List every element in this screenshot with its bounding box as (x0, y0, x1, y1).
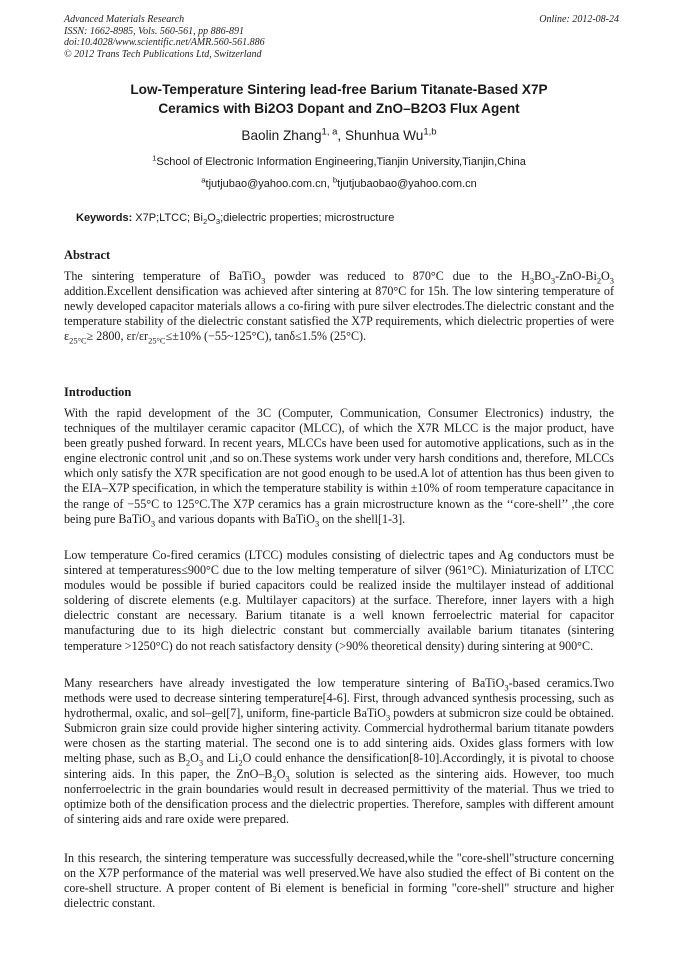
paper-title (64, 80, 614, 118)
author-2-name: Shunhua Wu (344, 128, 424, 143)
author-emails (64, 177, 614, 192)
abstract-seg: ≤±10% (−55~125°C), tanδ≤1.5% (25°C). (165, 329, 367, 344)
intro-seg: O (190, 751, 199, 766)
author-separator: , (337, 128, 345, 143)
abstract-seg: BO (534, 269, 551, 283)
intro-seg: O (276, 766, 286, 781)
intro-seg: solution is selected as the sintering aids. However, too much nonferroelectric in the grain boundaries would result in decreased permittivity of the material. Thus we tried to optimize both of the densification process and the dielectric properties. Therefore, samples with different amount of sintering aids and rare oxide were prepared. (64, 766, 614, 826)
journal-issn: ISSN: 1662-8985, Vols. 560-561, pp 886-891 (64, 25, 244, 37)
keywords-sub-2: 3 (215, 217, 221, 227)
intro-sub: 3 (285, 772, 290, 783)
abstract-sub: 3 (529, 275, 535, 286)
affiliation-text: School of Electronic Information Engineering,Tianjin University,Tianjin,China (156, 156, 526, 168)
intro-seg: on the shell[1-3]. (319, 511, 406, 526)
abstract-seg: addition.Excellent densification was achieved after sintering at 870°C for 15h. The low sintering temperature of newly developed capacitor materials allows a co-firing with pure silver electrodes.The dielectric constant and the temperature stability of the dielectric constant satisfied the X7P requirements, which dielectric properties of were ε (64, 284, 614, 344)
intro-sub: 2 (185, 757, 191, 768)
intro-seg: -based ceramics.Two methods were used to decrease sintering temperature[4-6]. First, through advanced synthesis processing, such as hydrothermal, oxalic, and sol–gel[7], uniform, fine-particle BaTiO (64, 676, 614, 721)
author-1-affil-mark: 1, a (321, 126, 338, 138)
intro-sub: 3 (504, 682, 509, 693)
email-separator: , (326, 178, 333, 190)
abstract-sub: 25°C (148, 335, 166, 346)
online-date: Online: 2012-08-24 (539, 14, 619, 25)
journal-name: Advanced Materials Research (64, 14, 185, 25)
intro-sub: 2 (272, 772, 277, 783)
keywords-text-1: X7P;LTCC; Bi (132, 212, 203, 224)
author-2-affil-mark: 1,b (423, 126, 437, 138)
intro-seg: and various dopants with BaTiO (155, 511, 315, 526)
abstract-seg: -ZnO-Bi (555, 269, 597, 283)
abstract-sub: 3 (609, 275, 615, 286)
intro-sub: 2 (238, 757, 243, 768)
abstract-text (64, 269, 614, 344)
intro-sub: 3 (314, 518, 320, 529)
abstract-heading: Abstract (64, 248, 111, 262)
keywords-sub-1: 2 (202, 217, 208, 227)
abstract-seg: ≥ 2800, εr/εr (86, 329, 149, 344)
intro-seg: and Li (203, 751, 239, 766)
email-a[interactable]: tjutjubao@yahoo.com.cn (205, 178, 327, 190)
abstract-sub: 2 (596, 275, 602, 286)
affiliation (64, 155, 614, 170)
intro-seg: O could enhance the densification[8-10].Accordingly, it is pivotal to choose sintering aids. In this paper, the ZnO–B (64, 751, 614, 781)
abstract-sub: 3 (550, 275, 556, 286)
abstract-seg: powder was reduced to 870°C due to the H (265, 269, 530, 283)
email-a-mark: a (201, 175, 206, 185)
title-line-2: Ceramics with Bi2O3 Dopant and ZnO–B2O3 Flux Agent (158, 101, 520, 116)
email-b[interactable]: tjutjubaobao@yahoo.com.cn (337, 178, 477, 190)
intro-paragraph-4: In this research, the sintering temperature was successfully decreased,while the "core-shell"structure concerning on the X7P performance of the material was well preserved.We have also studied the effect of Bi content on the core-shell structure. A proper content of Bi element is beneficial in forming "core-shell" structure and higher dielectric constant. (64, 851, 614, 911)
keywords-text-2: O (207, 212, 216, 224)
journal-copyright: © 2012 Trans Tech Publications Ltd, Switzerland (64, 48, 262, 60)
title-line-1: Low-Temperature Sintering lead-free Barium Titanate-Based X7P (130, 82, 548, 97)
abstract-sub: 25°C (69, 335, 87, 346)
journal-doi: doi:10.4028/www.scientific.net/AMR.560-561.886 (64, 37, 265, 49)
keywords-text-3: ;dielectric properties; microstructure (220, 212, 395, 224)
intro-paragraph-1 (64, 406, 614, 527)
intro-sub: 3 (386, 712, 391, 723)
abstract-seg: The sintering temperature of BaTiO (64, 269, 262, 283)
intro-sub: 3 (198, 757, 204, 768)
abstract-seg: O (601, 269, 610, 283)
intro-seg: With the rapid development of the 3C (Computer, Communication, Consumer Electronics) industry, the techniques of the multilayer ceramic capacitor (MLCC), of which the X7R MLCC is the major product, have been greatly pushed forward. In recent years, MLCCs have been used for automotive applications, such as in the engine electronic control unit ,and so on.These systems work under very harsh conditions and, therefore, MLCCs which only satisfy the X7R specification are not good enough to be used.A lot of attention has thus been given to the EIA–X7P specification, in which the temperature stability is within ±10% of room temperature capacitance in the range of −55°C to 125°C.The X7P ceramics has a grain microstructure known as the ‘‘core-shell’’ ,the core being pure BaTiO (64, 406, 614, 526)
journal-header (64, 14, 619, 60)
intro-seg: powders at submicron size could be obtained. Submicron grain size could provide higher sintering activity. Commercial hydrothermal barium titanate powders were chosen as the starting material. The second one is to add sintering aids. Oxides glass formers with low melting phase, such as B (64, 706, 614, 766)
email-b-mark: b (332, 175, 338, 185)
keywords (76, 211, 616, 226)
abstract-sub: 3 (261, 275, 266, 286)
intro-paragraph-3 (64, 676, 614, 827)
intro-seg: Many researchers have already investigated the low temperature sintering of BaTiO (64, 676, 505, 690)
keywords-label: Keywords: (76, 212, 133, 224)
affiliation-mark: 1 (152, 153, 157, 163)
introduction-heading: Introduction (64, 385, 132, 399)
intro-sub: 3 (150, 518, 156, 529)
author-list (64, 127, 614, 145)
author-1-name: Baolin Zhang (241, 128, 322, 143)
intro-paragraph-2: Low temperature Co-fired ceramics (LTCC) modules consisting of dielectric tapes and Ag conductors must be sintered at temperatures≤900°C due to the low melting temperature of silver (961°C). Miniaturization of LTCC modules would be possible if buried capacitors could be realized inside the multilayer instead of additional soldering of discrete elements (e.g. Multilayer capacitors) at the surface. Therefore, inner layers with a high dielectric constant are necessary. Barium titanate is a well known ferroelectric material for capacitor manufacturing due to its high dielectric constant but commercially available barium titanates (sintering temperature >1250°C) do not reach satisfactory density (>90% theoretical density) during sintering at 900°C. (64, 548, 614, 653)
